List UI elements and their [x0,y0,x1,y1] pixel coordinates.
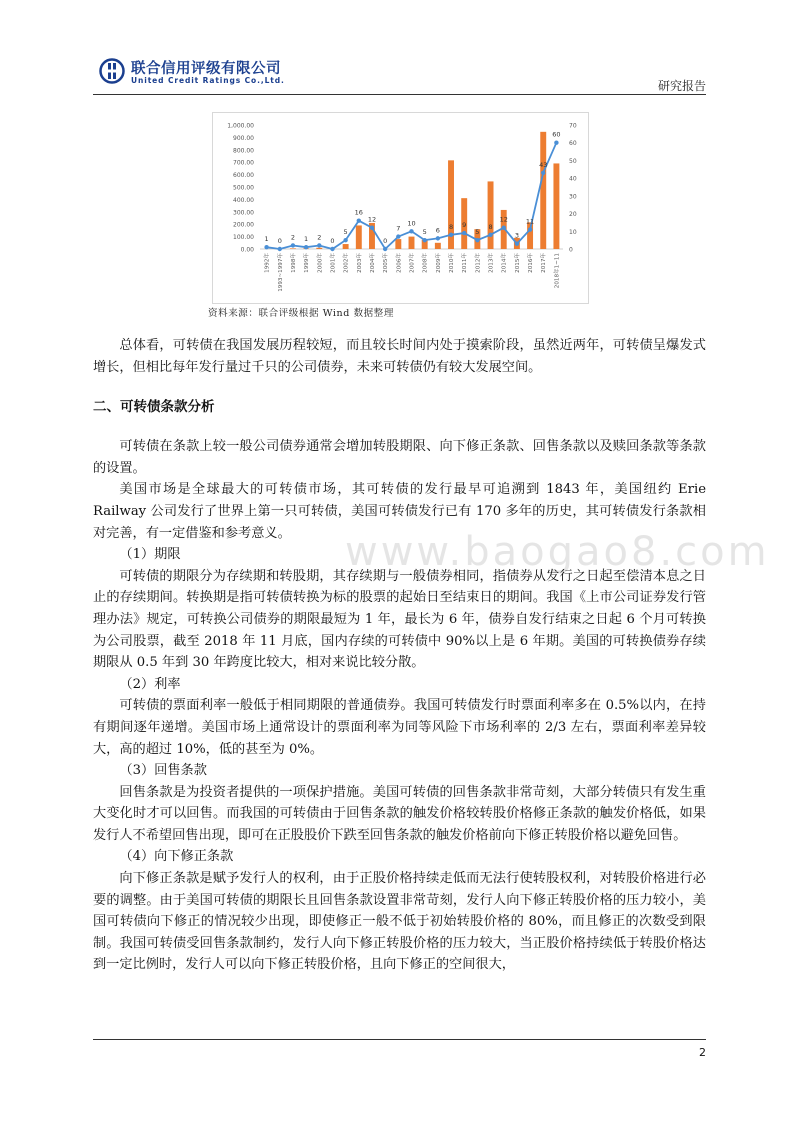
count-series-point [330,247,334,251]
count-data-label: 11 [525,217,535,226]
category-tick-label: 2007年 [409,253,416,273]
count-series-point [291,243,295,247]
count-series-point [317,243,321,247]
count-data-label: 5 [422,228,427,237]
count-series-point [502,226,506,230]
page-header [93,55,706,97]
count-data-label: 60 [552,130,561,139]
category-tick-label: 2010年 [449,252,456,273]
header-divider [93,94,706,95]
category-tick-label: 2015年 [514,253,521,273]
left-axis-tick-label: 1,000.00 [227,122,254,130]
category-tick-label: 2014年 [501,253,508,273]
article-body [93,335,706,976]
count-data-label: 0 [383,237,388,245]
count-data-label: 3 [514,231,519,240]
count-data-label: 1 [304,235,309,244]
count-data-label: 5 [343,228,348,237]
count-series-point [436,236,440,240]
category-tick-label: 2013年 [488,253,495,273]
count-series-point [383,247,387,251]
left-axis-tick-label: 300.00 [233,209,254,217]
report-type-label: 研究报告 [657,79,706,93]
paragraph-downward-revision: 向下修正条款是赋予发行人的权利，由于正股价格持续走低而无法行使转股权利，对转股价格进行必要的调整。由于美国可转债的期限长且回售条款设置非常苛刻，发行人向下修正转股价格的压力较小，美国可转债向下修正的情况较少出现，即使修正一般不低于初始转股价格的 80%，而且修正的次数受到限制。我国可转债受回售条款制约，发行人向下修正转股价格的压力较大，当正股价格持续低于转股价格达到一定比例时，发行人可以向下修正转股价格，且向下修正的空间很大， [93,871,706,973]
count-series-point [278,247,282,251]
issuance-bar [435,243,441,249]
right-axis-tick-label: 30 [569,193,577,201]
paragraph-term: 可转债的期限分为存续期和转股期，其存续期与一般债券相同，指债券从发行之日起至偿清本息之日止的存续期间。转换期是指可转债转换为标的股票的起始日至结束日的期间。我国《上市公司证券发行管理办法》规定，可转换公司债券的期限最短为 1 年，最长为 6 年，债券自发行结束之日起 6 个月可转换为公司股票，截至 2018 年 11 月底，国内存续的可转债中 90%以上是 6 年期。美国的可转换债券存续期限从 0.5 年到 30 年跨度比较大，相对来说比较分散。 [93,568,706,671]
category-tick-label: 2018年1~11 [554,253,561,289]
watermark-text: www.baogao8.com [345,529,770,575]
count-data-label: 2 [290,233,296,242]
count-series-point [396,234,400,238]
category-tick-label: 2000年 [317,253,324,273]
count-data-label: 9 [462,221,467,230]
paragraph-summary: 总体看，可转债在我国发展历程较短，而且较长时间内处于摸索阶段，虽然近两年，可转债呈爆发式增长，但相比每年发行量过千只的公司债券，未来可转债仍有较大发展空间。 [93,338,706,375]
count-data-label: 6 [435,226,440,235]
count-series-point [541,171,545,175]
issuance-bar [553,163,559,249]
left-axis-tick-label: 200.00 [233,221,254,229]
issuance-bar [409,237,415,249]
category-tick-label: 2011年 [462,253,469,273]
left-axis-tick-label: 0.00 [240,246,254,254]
paragraph-rate: 可转债的票面利率一般低于相同期限的普通债券。我国可转债发行时票面利率多在 0.5%以内，在持有期间逐年递增。美国市场上通常设计的票面利率为同等风险下市场利率的 2/3 左右，票面利率差异较大，高的超过 10%，低的甚至为 0%。 [93,698,706,757]
category-tick-label: 2003年 [356,253,363,273]
left-axis-tick-label: 100.00 [233,234,254,242]
count-series-point [462,231,466,235]
count-data-label: 43 [539,160,548,169]
left-axis-tick-label: 600.00 [233,172,254,180]
chart-source-note: 资料来源：联合评级根据 Wind 数据整理 [208,308,394,319]
count-series-point [488,233,492,237]
category-tick-label: 1993~1997年 [277,253,284,292]
count-series-point [475,238,479,242]
subheading-rate: （2）利率 [119,676,181,692]
company-name-en: United Credit Ratings Co.,Ltd. [131,76,285,85]
count-series-point [554,141,558,145]
left-axis-tick-label: 400.00 [233,196,254,204]
category-tick-label: 2002年 [343,253,350,273]
category-tick-label: 1992年 [264,253,271,273]
right-axis-tick-label: 60 [569,140,577,148]
count-series-point [343,238,347,242]
section-title: 二、可转债条款分析 [93,399,215,416]
count-series-point [304,245,308,249]
count-series-point [370,226,374,230]
count-data-label: 12 [367,215,377,224]
company-name-cn: 联合信用评级有限公司 [131,61,281,77]
paragraph-putback: 回售条款是为投资者提供的一项保护措施。美国可转债的回售条款非常苛刻，大部分转债只有发生重大变化时才可以回售。而我国的可转债由于回售条款的触发价格较转股价格修正条款的触发价格低，如果发行人不希望回售出现，即可在正股股价下跌至回售条款的触发价格前向下修正转股价格以避免回售。 [93,784,706,843]
right-axis-tick-label: 20 [569,211,577,219]
count-data-label: 16 [354,208,363,217]
paragraph-clauses-intro: 可转债在条款上较一般公司债券通常会增加转股期限、向下修正条款、回售条款以及赎回条款等条款的设置。 [93,439,706,476]
company-logo-icon [99,58,125,84]
category-tick-label: 2017年 [541,253,548,273]
issuance-bar [540,132,546,249]
count-data-label: 5 [475,228,480,237]
issuance-bar [290,248,296,249]
count-data-label: 1 [264,235,269,244]
category-tick-label: 2006年 [396,253,403,273]
footer-divider [93,1039,706,1040]
right-axis-tick-label: 50 [569,157,577,165]
category-tick-label: 2008年 [422,253,429,273]
left-axis-tick-label: 900.00 [233,134,254,142]
category-tick-label: 2005年 [383,253,390,273]
left-axis-tick-label: 700.00 [233,159,254,167]
category-tick-label: 1999年 [304,253,311,273]
right-axis-tick-label: 70 [569,122,577,130]
count-data-label: 0 [277,237,282,245]
category-tick-label: 2012年 [475,253,482,273]
page-number: 2 [699,1046,706,1059]
count-data-label: 12 [499,215,508,224]
count-series-point [528,227,532,231]
count-series-point [449,233,453,237]
category-tick-label: 2016年 [528,253,535,273]
issuance-bar [316,248,322,249]
count-data-label: 10 [407,219,416,228]
category-tick-label: 2004年 [369,253,376,273]
count-data-label: 8 [448,222,454,231]
count-series-point [422,238,426,242]
issuance-bar [343,244,349,249]
issuance-bar [488,181,494,249]
subheading-downward-revision: （4）向下修正条款 [119,849,234,865]
subheading-putback: （3）回售条款 [119,763,207,779]
left-axis-tick-label: 500.00 [233,184,254,192]
count-series-point [515,241,519,245]
issuance-bar [395,239,401,249]
count-series-point [264,245,268,249]
count-series-point [357,218,361,222]
chart-canvas [213,113,588,303]
count-data-label: 7 [396,224,401,233]
left-axis-tick-label: 800.00 [233,147,254,155]
right-axis-tick-label: 0 [569,246,573,254]
count-series-point [409,229,413,233]
category-tick-label: 2001年 [330,253,337,273]
paragraph-us-market: 美国市场是全球最大的可转债市场，其可转债的发行最早可追溯到 1843 年，美国纽约 Erie Railway 公司发行了世界上第一只可转债，美国可转债发行已有 170 多年的历史，其可转债发行条款相对完善，有一定借鉴和参考意义。 [93,482,706,541]
right-axis-tick-label: 10 [569,228,577,236]
count-data-label: 0 [330,237,335,245]
category-tick-label: 2009年 [435,253,442,273]
subheading-term: （1）期限 [119,547,181,563]
count-data-label: 8 [488,222,493,231]
issuance-bar [356,225,362,249]
right-axis-tick-label: 40 [569,175,577,183]
bond-issuance-chart [212,112,589,304]
count-data-label: 2 [317,233,322,242]
category-tick-label: 1998年 [290,253,297,273]
